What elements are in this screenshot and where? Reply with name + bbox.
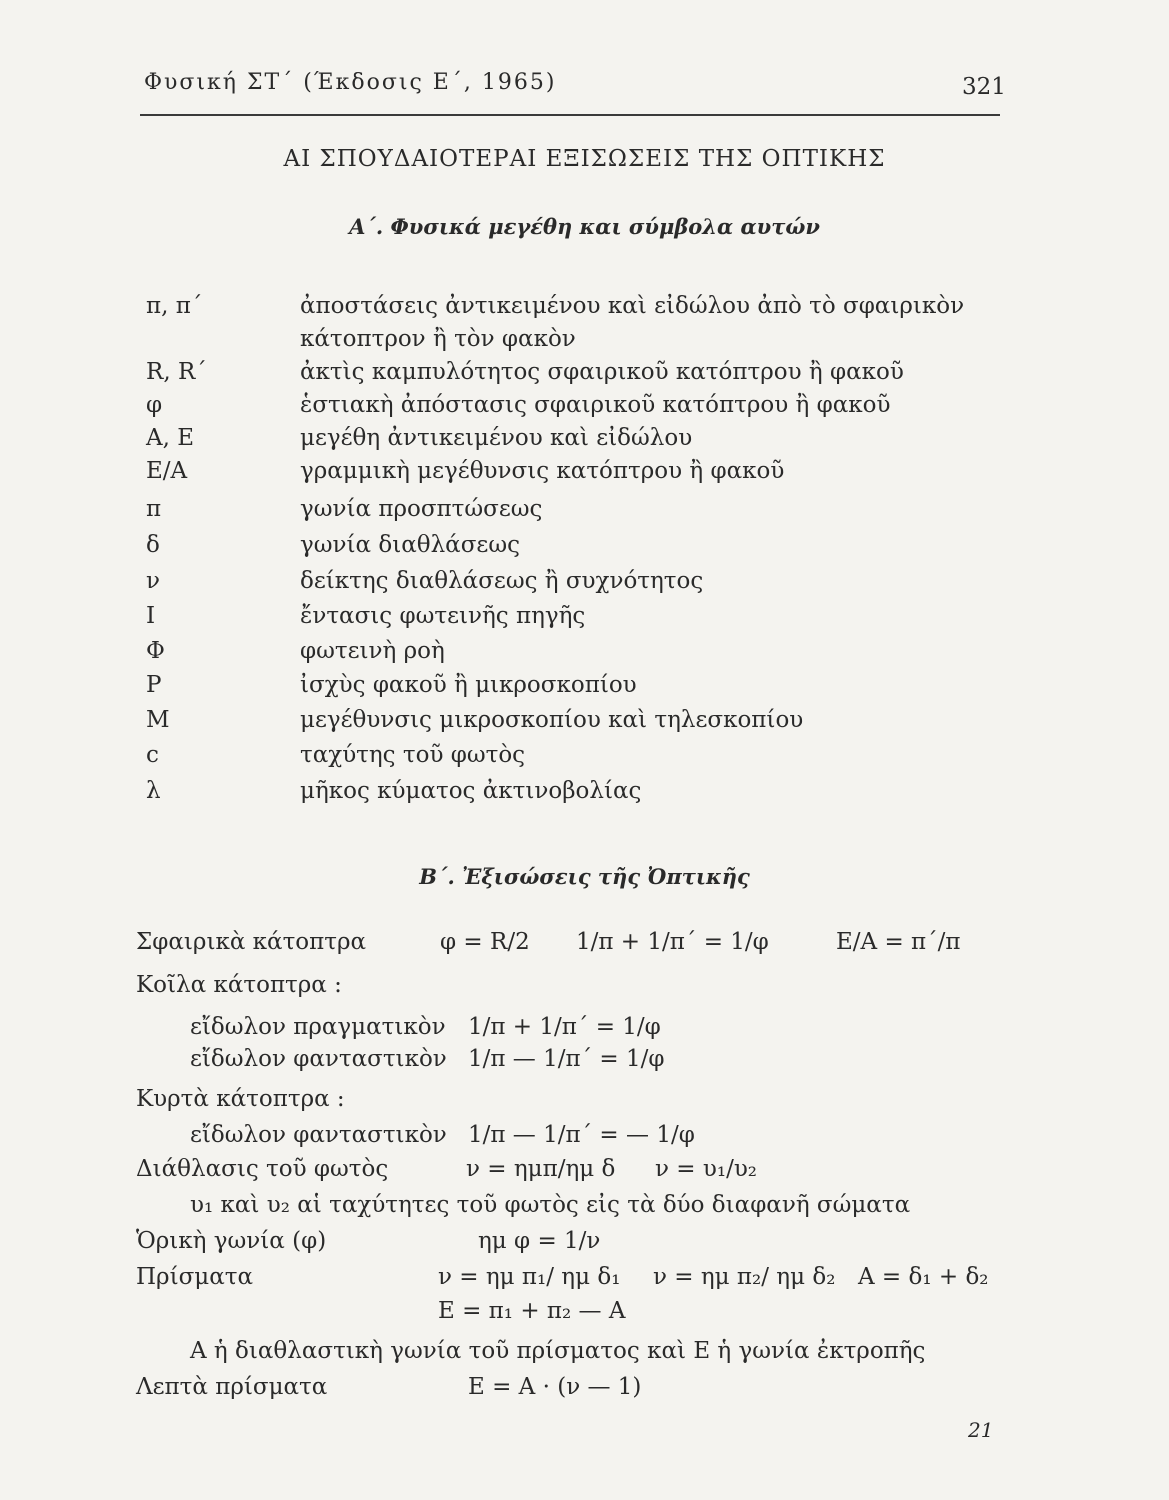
header-divider [140,114,1000,116]
description-cell: γωνία προσπτώσεως [300,496,543,522]
symbol-cell: δ [146,532,160,558]
snell-law-equation: ν = ημπ/ημ δ [466,1156,616,1182]
symbol-cell: λ [146,778,161,804]
signature-number: 21 [968,1418,994,1442]
description-cell: μῆκος κύματος ἀκτινοβολίας [300,778,642,804]
prism-angle-equation: Α = δ₁ + δ₂ [858,1264,989,1290]
critical-angle-equation: ημ φ = 1/ν [478,1228,601,1254]
symbol-cell: Ι [146,603,156,629]
symbol-cell: φ [146,392,163,418]
description-cell: ταχύτης τοῦ φωτὸς [300,742,526,768]
prism-note: Α ἡ διαθλαστικὴ γωνία τοῦ πρίσματος καὶ Ε ἡ γωνία ἐκτροπῆς [190,1338,926,1364]
description-cell: γωνία διαθλάσεως [300,532,520,558]
symbol-cell: Μ [146,707,170,733]
symbol-cell: c [146,742,159,768]
convex-image-equation: 1/π — 1/π΄ = — 1/φ [468,1122,695,1148]
description-cell-continued: κάτοπτρον ἢ τὸν φακὸν [300,326,576,352]
description-cell: ἑστιακὴ ἀπόστασις σφαιρικοῦ κατόπτρου ἢ φακοῦ [300,392,891,418]
description-cell: ἔντασις φωτεινῆς πηγῆς [300,603,586,629]
prisms-label: Πρίσματα [136,1264,254,1290]
convex-mirrors-label: Κυρτὰ κάτοπτρα : [136,1086,345,1112]
virtual-image-label: εἴδωλον φανταστικὸν [190,1046,447,1072]
thin-prism-equation: Ε = Α · (ν — 1) [468,1374,642,1400]
section-b-heading: Β΄. Ἐξισώσεις τῆς Ὀπτικῆς [419,864,750,889]
virtual-image-equation: 1/π — 1/π΄ = 1/φ [468,1046,665,1072]
description-cell: μεγέθη ἀντικειμένου καὶ εἰδώλου [300,425,693,451]
page-number: 321 [962,74,1006,100]
mirror-equation: 1/π + 1/π΄ = 1/φ [576,929,769,955]
symbol-cell: π, π΄ [146,293,203,319]
magnification-equation: Ε/Α = π΄/π [836,929,961,955]
symbol-cell: Ρ [146,672,162,698]
prism-first-face-equation: ν = ημ π₁/ ημ δ₁ [438,1264,621,1290]
focal-length-equation: φ = R/2 [440,929,530,955]
refraction-label: Διάθλασις τοῦ φωτὸς [136,1156,389,1182]
symbol-cell: ν [146,568,160,594]
concave-mirrors-label: Κοῖλα κάτοπτρα : [136,972,342,998]
description-cell: δείκτης διαθλάσεως ἢ συχνότητος [300,568,704,594]
symbol-cell: R, R΄ [146,359,207,385]
real-image-equation: 1/π + 1/π΄ = 1/φ [468,1014,661,1040]
section-a-heading: Α΄. Φυσικά μεγέθη και σύμβολα αυτών [349,214,820,239]
prism-second-face-equation: ν = ημ π₂/ ημ δ₂ [653,1264,836,1290]
real-image-label: εἴδωλον πραγματικὸν [190,1014,446,1040]
description-cell: ἀκτὶς καμπυλότητος σφαιρικοῦ κατόπτρου ἢ φακοῦ [300,359,904,385]
velocity-ratio-equation: ν = υ₁/υ₂ [655,1156,758,1182]
spherical-mirrors-label: Σφαιρικὰ κάτοπτρα [136,929,367,955]
convex-image-label: εἴδωλον φανταστικὸν [190,1122,447,1148]
thin-prisms-label: Λεπτὰ πρίσματα [136,1374,328,1400]
description-cell: φωτεινὴ ροὴ [300,638,445,664]
symbol-cell: Φ [146,638,165,664]
symbol-cell: Ε/Α [146,458,188,484]
description-cell: ἰσχὺς φακοῦ ἢ μικροσκοπίου [300,672,637,698]
symbol-cell: Α, Ε [146,425,195,451]
running-title: Φυσική ΣΤ΄ (Έκδοσις Ε΄, 1965) [144,70,557,95]
symbol-cell: π [146,496,162,522]
description-cell: ἀποστάσεις ἀντικειμένου καὶ εἰδώλου ἀπὸ τὸ σφαιρικὸν [300,293,965,319]
refraction-note: υ₁ καὶ υ₂ αἱ ταχύτητες τοῦ φωτὸς εἰς τὰ δύο διαφανῆ σώματα [190,1192,911,1218]
description-cell: μεγέθυνσις μικροσκοπίου καὶ τηλεσκοπίου [300,707,804,733]
description-cell: γραμμικὴ μεγέθυνσις κατόπτρου ἢ φακοῦ [300,458,785,484]
deviation-equation: Ε = π₁ + π₂ — Α [438,1298,626,1324]
critical-angle-label: Ὁρικὴ γωνία (φ) [136,1228,327,1254]
page-title: ΑΙ ΣΠΟΥΔΑΙΟΤΕΡΑΙ ΕΞΙΣΩΣΕΙΣ ΤΗΣ ΟΠΤΙΚΗΣ [283,146,886,172]
